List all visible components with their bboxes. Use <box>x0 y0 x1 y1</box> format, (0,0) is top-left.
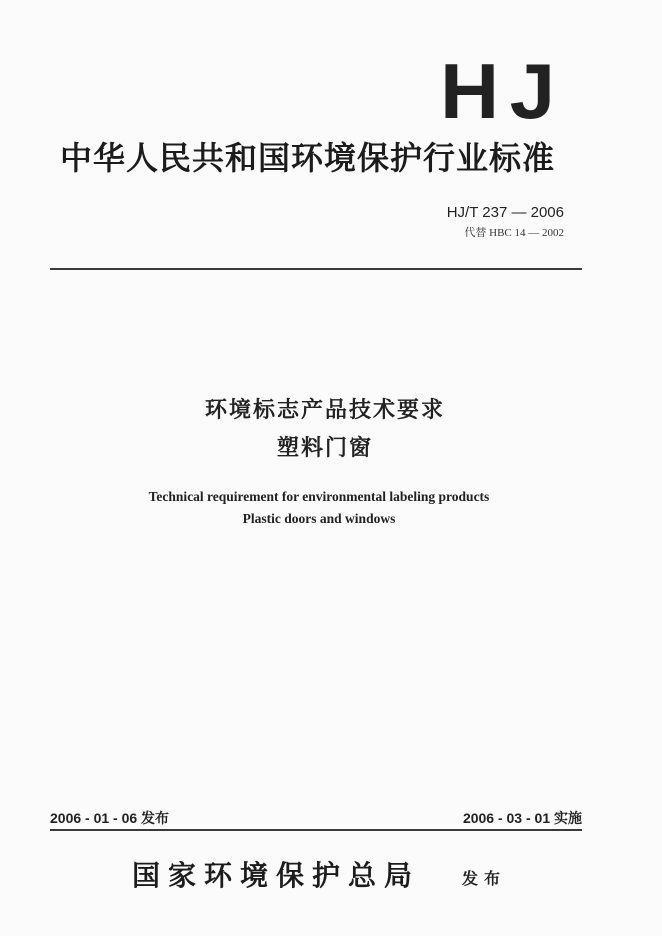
english-title-line-2: Plastic doors and windows <box>242 511 396 526</box>
replaces-standard: 代替 HBC 14 — 2002 <box>464 227 564 239</box>
hj-logo: HJ <box>440 47 566 135</box>
english-title-line-1: Technical requirement for environmental labeling products <box>148 489 490 504</box>
chinese-title-line-2: 塑料门窗 <box>276 436 373 461</box>
publish-label: 发布 <box>462 869 507 888</box>
publisher-name: 国家环境保护总局 <box>132 859 421 892</box>
issue-date: 2006 - 01 - 06 发布 <box>50 810 170 826</box>
top-divider <box>50 268 582 270</box>
org-title: 中华人民共和国环境保护行业标准 <box>60 139 556 177</box>
chinese-title-line-1: 环境标志产品技术要求 <box>204 398 445 423</box>
standard-number: HJ/T 237 — 2006 <box>446 204 564 221</box>
bottom-divider <box>50 829 582 831</box>
implementation-date: 2006 - 03 - 01 实施 <box>462 810 582 826</box>
